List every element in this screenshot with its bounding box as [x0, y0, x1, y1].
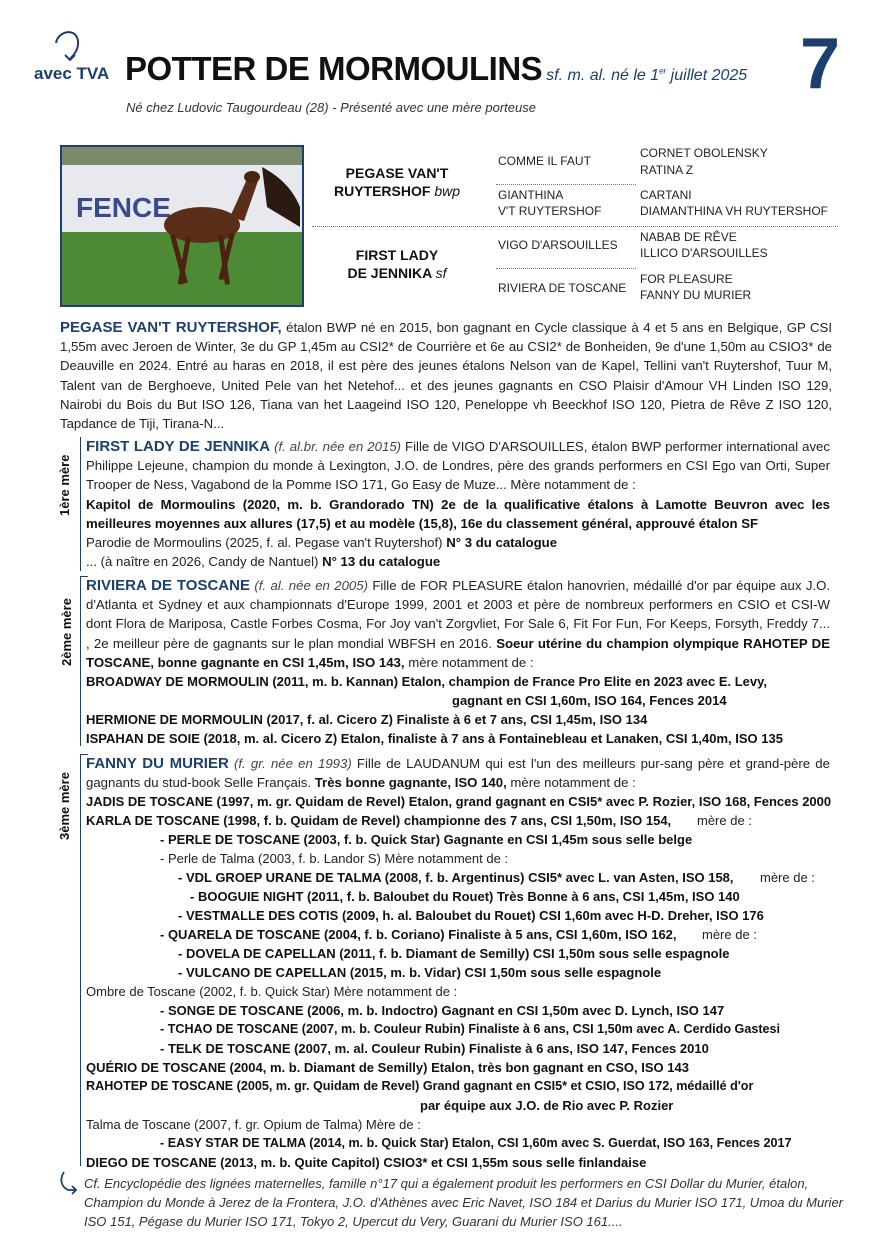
breeder-subtitle: Né chez Ludovic Taugourdeau (28) - Présenté avec une mère porteuse [126, 100, 536, 115]
curved-arrow-icon [52, 25, 88, 65]
mere3-produce: Ombre de Toscane (2002, f. b. Quick Star) Mère notamment de : [86, 984, 458, 999]
mere3-produce: mère de : [702, 927, 757, 942]
mere2-produce: ISPAHAN DE SOIE (2018, m. al. Cicero Z) Etalon, finaliste à 7 ans à Fontainebleau et Lanaken, CSI 1,40m, ISO 135 [86, 731, 783, 746]
pedigree-grandsire: COMME IL FAUT [498, 154, 591, 168]
mere2-text-bold: Soeur utérine du champion olympique RAHOTEP DE TOSCANE, bonne gagnante en CSI 1,45m, ISO 143, [86, 635, 830, 670]
mere1-meta: (f. al.br. née en 2015) [274, 439, 402, 454]
pedigree-ancestor: CARTANI [640, 188, 692, 202]
sire-text: étalon BWP né en 2015, bon gagnant en Cycle classique à 4 et 5 ans en Belgique, GP CSI 1,55m avec Jeroen de Winter, 3e du GP 1,45m au CSI2* de Courrière et 6e au CSI2* de Bonheiden, 9e d'une 1,50m au CSIO3* de Deauville en 2024. Entré au haras en 2018, il est père des jeunes étalons Nelson van de Kapel, Tellini van't Ruytershof, Tuur M, Talent van de Berghoeve, United Pele van het Netehof... et des jeunes gagnants en CSO Plaisir d'Amour VH Linden ISO 129, Nairobi du Bois du But ISO 126, Tiana van het Laageind ISO 120, Peneloppe vh Beeckhof ISO 120, Pietra de Rêve Z ISO 120, Tapdance de Tiji, Tirana-N... [60, 320, 833, 432]
mere1-produce: Parodie de Mormoulins (2025, f. al. Pegase van't Ruytershof) N° 3 du catalogue [86, 535, 558, 551]
mere3-produce: DIEGO DE TOSCANE (2013, m. b. Quite Capitol) CSIO3* et CSI 1,55m sous selle finlandaise [86, 1155, 647, 1170]
mere2-produce: BROADWAY DE MORMOULIN (2011, m. b. Kannan) Etalon, champion de France Pro Elite en 2023 avec E. Levy, [86, 674, 768, 689]
mere3-produce: JADIS DE TOSCANE (1997, m. gr. Quidam de Revel) Etalon, grand gagnant en CSI5* avec P. Rozier, ISO 168, Fences 2000 [86, 794, 832, 809]
footnote-arrow-icon [58, 1170, 80, 1196]
mere3-produce: - DOVELA DE CAPELLAN (2011, f. b. Diamant de Semilly) CSI 1,50m sous selle espagnole [178, 946, 730, 961]
mere1-produce: ... (à naître en 2026, Candy de Nantuel) N° 13 du catalogue [86, 554, 441, 570]
tva-label: avec TVA [34, 64, 110, 83]
pedigree-ancestor: FOR PLEASURE [640, 272, 733, 286]
mere2-produce: gagnant en CSI 1,60m, ISO 164, Fences 2014 [452, 693, 727, 708]
mere1-label: 1ère mère [57, 454, 72, 516]
pedigree-ancestor: RATINA Z [640, 163, 694, 177]
section-bar [80, 576, 81, 746]
mere2-section: RIVIERA DE TOSCANE (f. al. née en 2005) Fille de FOR PLEASURE étalon hanovrien, médaillé d'or par équipe aux J.O. d'Atlanta et Sydney et aux championnats d'Europe 1999, 2001 et 2003 et père de nombreux performers en CSIO et CSI-W dont Flora de Mariposa, Castle Forbes Cosma, For Joy van't Zorgvliet, For Sale 6, Fit For Fun, For Keeps, Forsyth, Freddy 7... , 2e meilleur père de gagnants sur le plan mondial WBFSH en 2016. Soeur utérine du champion olympique RAHOTEP DE TOSCANE, bonne gagnante en CSI 1,45m, ISO 143, mère notamment de : [86, 577, 830, 670]
svg-text:FENCE: FENCE [76, 192, 171, 223]
mere3-produce: - BOOGUIE NIGHT (2011, f. b. Baloubet du Rouet) Très Bonne à 6 ans, CSI 1,45m, ISO 140 [190, 889, 740, 904]
mere3-name: FANNY DU MURIER [86, 755, 229, 772]
pedigree-ancestor: FANNY DU MURIER [640, 288, 752, 302]
mere3-produce: - Perle de Talma (2003, f. b. Landor S) Mère notamment de : [160, 851, 509, 866]
horse-description: sf. m. al. né le 1er juillet 2025 [546, 66, 748, 84]
pedigree-sire: PEGASE VAN'T RUYTERSHOF bwp [333, 165, 461, 199]
mere3-text: Fille de LAUDANUM qui est l'un des meilleurs pur-sang père et grand-père de gagnants du stud-book Selle Français. [86, 756, 830, 791]
pedigree-dam: FIRST LADY DE JENNIKA sf [347, 247, 447, 281]
mere3-produce: - QUARELA DE TOSCANE (2004, f. b. Coriano) Finaliste à 5 ans, CSI 1,60m, ISO 162, [160, 927, 677, 942]
pedigree-divider [312, 226, 838, 227]
mere3-produce: par équipe aux J.O. de Rio avec P. Rozier [420, 1098, 674, 1113]
pedigree-granddam: RIVIERA DE TOSCANE [498, 281, 627, 295]
pedigree-grandsire: VIGO D'ARSOUILLES [498, 238, 618, 252]
sire-section [60, 318, 832, 433]
mere3-produce: RAHOTEP DE TOSCANE (2005, m. gr. Quidam de Revel) Grand gagnant en CSI5* et CSIO, ISO 172, médaillé d'or [86, 1079, 754, 1093]
mere3-produce: - VDL GROEP URANE DE TALMA (2008, f. b. Argentinus) CSI5* avec L. van Asten, ISO 158, [178, 870, 734, 885]
pedigree-divider [496, 268, 636, 269]
mere3-produce: mère de : [697, 813, 752, 828]
mere3-produce: - VULCANO DE CAPELLAN (2015, m. b. Vidar) CSI 1,50m sous selle espagnole [178, 965, 662, 980]
mere1-name: FIRST LADY DE JENNIKA [86, 438, 271, 455]
mere2-text: Fille de FOR PLEASURE étalon hanovrien, médaillé d'or par équipe aux J.O. d'Atlanta et Sydney et aux championnats d'Europe 1999, 2001 et 2003 et père de nombreux performers en CSIO et CSI-W dont Flora de Mariposa, Castle Forbes Cosma, For Joy van't Zorgvliet, For Sale 6, Fit For Fun, For Keeps, Forsyth, Freddy 7... , 2e meilleur père de gagnants sur le plan mondial WBFSH en 2016. [86, 578, 830, 651]
pedigree-ancestor: NABAB DE RÊVE [640, 230, 737, 244]
sire-name: PEGASE VAN'T RUYTERSHOF, [60, 319, 282, 336]
mere3-produce: - TELK DE TOSCANE (2007, m. al. Couleur Rubin) Finaliste à 6 ans, ISO 147, Fences 2010 [160, 1041, 709, 1056]
mere3-produce: - PERLE DE TOSCANE (2003, f. b. Quick Star) Gagnante en CSI 1,45m sous selle belge [160, 832, 693, 847]
mere3-meta: (f. gr. née en 1993) [233, 756, 352, 771]
footnote: Cf. Encyclopédie des lignées maternelles, famille n°17 qui a également produit les performers en CSI Dollar du Murier, étalon, Champion du Monde à Jerez de la Frontera, J.O. d'Athènes avec Eric Navet, ISO 184 et Darius du Murier ISO 171, Umoa du Murier ISO 151, Pégase du Murier ISO 171, Tokyo 2, Upercut du Very, Guarani du Murier ISO 161.... [84, 1176, 844, 1229]
mere1-text: Fille de VIGO D'ARSOUILLES, étalon BWP performer international avec Philippe Lejeune, champion du monde à Lexington, J.O. de Londres, père des grands performers en CSI Ego van Orti, Super Trooper de Ness, Vagabond de la Pomme ISO 171, Go Easy de Muze... Mère notamment de : [86, 439, 830, 493]
lot-number: 7 [800, 24, 841, 104]
section-bar [80, 754, 81, 1166]
horse-name: POTTER DE MORMOULINS [125, 50, 543, 87]
mere2-label: 2ème mère [59, 598, 74, 666]
pedigree-ancestor: CORNET OBOLENSKY [640, 146, 768, 160]
mere3-produce: - TCHAO DE TOSCANE (2007, m. b. Couleur Rubin) Finaliste à 6 ans, CSI 1,50m avec A. Cerdido Gastesi [160, 1022, 781, 1036]
horse-photo [60, 145, 304, 307]
mere3-label: 3ème mère [57, 772, 72, 840]
mere3-section: FANNY DU MURIER (f. gr. née en 1993) Fille de LAUDANUM qui est l'un des meilleurs pur-sang père et grand-père de gagnants du stud-book Selle Français. Très bonne gagnante, ISO 140, mère notamment de : [86, 755, 830, 791]
mere2-produce: HERMIONE DE MORMOULIN (2017, f. al. Cicero Z) Finaliste à 6 et 7 ans, CSI 1,45m, ISO 134 [86, 712, 648, 727]
pedigree-ancestor: DIAMANTHINA VH RUYTERSHOF [640, 204, 829, 218]
mere1-section [86, 437, 830, 571]
pedigree-divider [496, 184, 636, 185]
pedigree-granddam: GIANTHINA [498, 188, 564, 202]
mere3-produce: QUÉRIO DE TOSCANE (2004, m. b. Diamant de Semilly) Etalon, très bon gagnant en CSO, ISO 143 [86, 1060, 689, 1075]
mere3-produce: Talma de Toscane (2007, f. gr. Opium de Talma) Mère de : [86, 1117, 421, 1132]
section-bar [80, 437, 81, 571]
mere2-name: RIVIERA DE TOSCANE [86, 577, 250, 594]
mere2-meta: (f. al. née en 2005) [254, 578, 368, 593]
mere3-produce: KARLA DE TOSCANE (1998, f. b. Quidam de Revel) championne des 7 ans, CSI 1,50m, ISO 154, [86, 813, 672, 828]
mere3-produce: - VESTMALLE DES COTIS (2009, h. al. Baloubet du Rouet) CSI 1,60m avec H-D. Dreher, ISO 176 [178, 908, 764, 923]
pedigree-granddam: V'T RUYTERSHOF [498, 204, 602, 218]
mere3-produce: mère de : [760, 870, 815, 885]
pedigree-ancestor: ILLICO D'ARSOUILLES [640, 246, 768, 260]
mere1-produce: Kapitol de Mormoulins (2020, m. b. Grandorado TN) 2e de la qualificative étalons à Lamotte Beuvron avec les meilleures moyennes aux allures (17,5) et au modèle (15,8), 16e du classement général, approuvé étalon SF [86, 496, 830, 531]
horse-title [125, 50, 747, 88]
mere3-produce: - SONGE DE TOSCANE (2006, m. b. Indoctro) Gagnant en CSI 1,50m avec D. Lynch, ISO 147 [160, 1003, 725, 1018]
mere3-produce: - EASY STAR DE TALMA (2014, m. b. Quick Star) Etalon, CSI 1,60m avec S. Guerdat, ISO 163, Fences 2017 [160, 1136, 792, 1150]
